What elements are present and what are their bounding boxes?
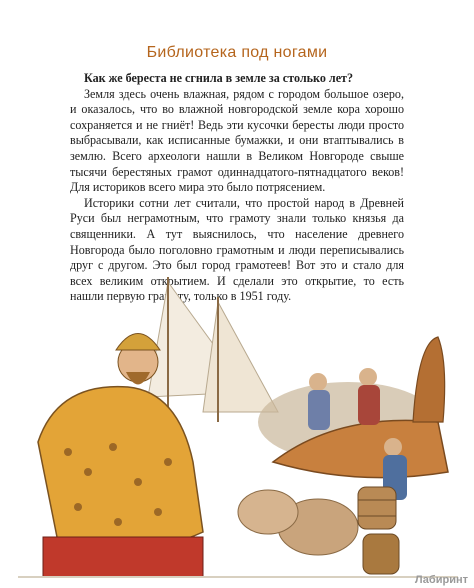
question-paragraph: Как же береста не сгнила в земле за столько лет? (84, 71, 354, 85)
worker-head (309, 373, 327, 391)
merchant-robe (38, 387, 203, 550)
merchant-hat (116, 334, 160, 351)
worker-head (359, 368, 377, 386)
worker-head (384, 438, 402, 456)
merchant-beard (126, 372, 150, 385)
barrel (358, 487, 396, 529)
watermark: Лабиринт (414, 574, 468, 586)
market-illustration (18, 272, 458, 582)
paragraph-2: Историки сотни лет считали, что простой народ в Древней Руси был неграмотным, что грамоту знали только князья да священники. А тут выяснилось, что население древнего Новгорода было поголовно грамотным и люди переписывались друг с другом. Это был город грамотеев! Вот это и стало для всех великим открытием. И сделали это открытие, то есть нашли первую грамоту, только в 1951 году. (70, 195, 404, 304)
boat-prow (413, 337, 445, 422)
body-text (70, 71, 404, 305)
sail (203, 302, 278, 412)
sack (238, 490, 298, 534)
barrel (363, 534, 399, 574)
seat (43, 537, 203, 577)
worker-body (308, 390, 330, 430)
page-heading: Библиотека под ногами (146, 44, 328, 61)
paragraph-1: Земля здесь очень влажная, рядом с городом большое озеро, и оказалось, что во влажной новгородской земле кора хорошо сохраняется и не гниёт! Ведь эти кусочки бересты люди просто выбрасывали, как исписанные бумажки, и они втаптывались в землю. Всего археологи нашли в Великом Новгороде свыше тысячи берестяных грамот одиннадцатого-пятнадцатого веков! Для историков всего мира это было потрясением. (70, 86, 404, 195)
worker-body (358, 385, 380, 425)
